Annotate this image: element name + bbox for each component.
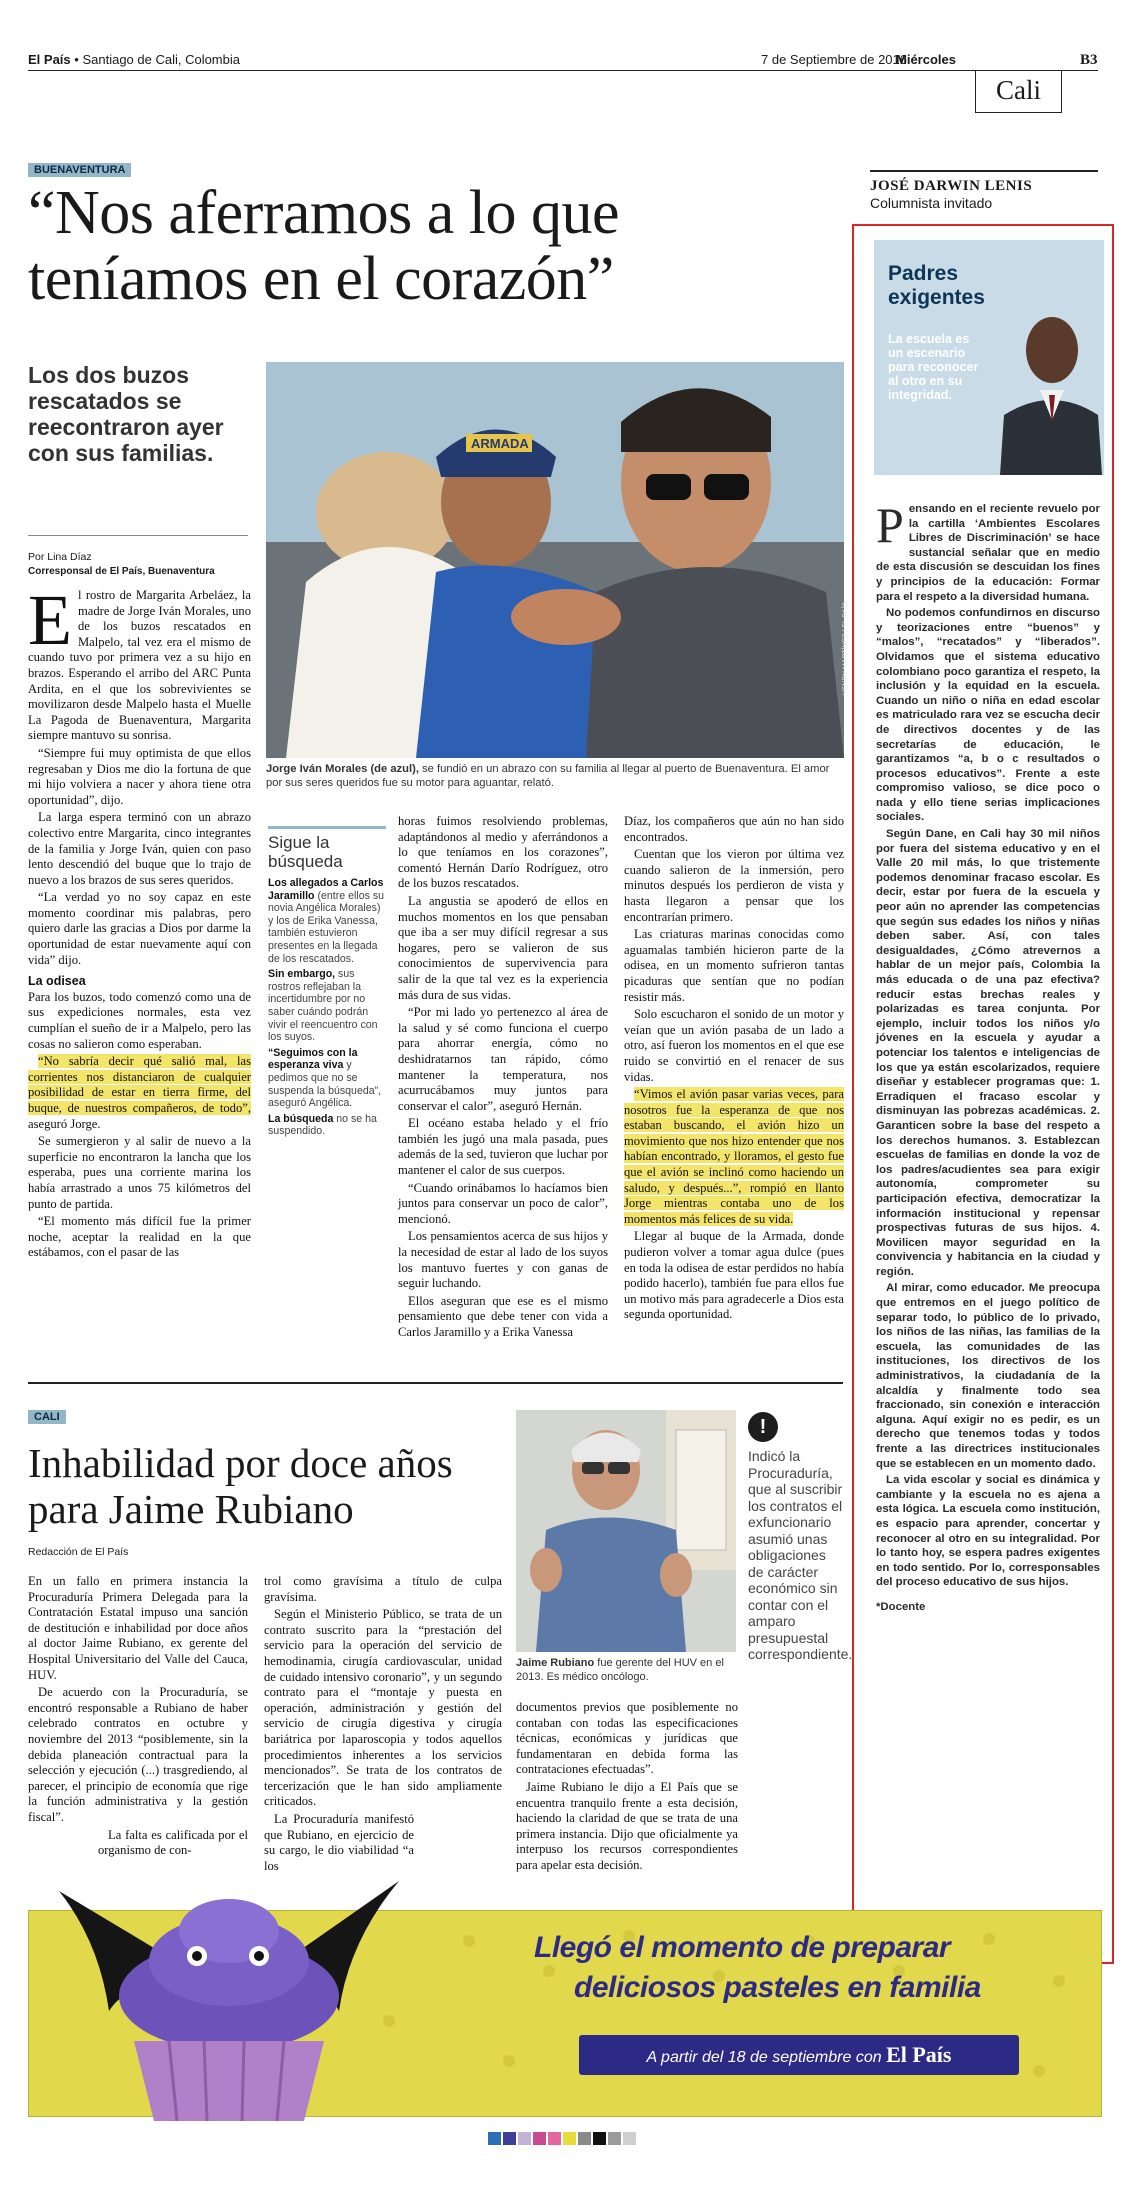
quote-attribution: aseguró Jorge.: [28, 1116, 101, 1131]
swatch: [518, 2132, 531, 2145]
lead-paragraph: Las criaturas marinas conocidas como aguamalas también hicieron parte de la odisea, en un momento sufrieron tantas picaduras que sentían que no podían resistir más.: [624, 927, 844, 1004]
sidebar-item-text: (entre ellos su novia Angélica Morales) y los de Erika Vanessa, también estuvieron presentes en la llegada de los rescatados.: [268, 889, 385, 965]
lead-column-2: [398, 814, 608, 1343]
bakery-ad: [28, 1910, 1102, 2117]
header-rule: [28, 70, 1098, 71]
date: 7 de Septiembre de 2016: [761, 52, 907, 67]
swatch: [488, 2132, 501, 2145]
exclamation-icon: !: [748, 1412, 778, 1442]
lead-paragraph: Díaz, los compañeros que aún no han sido encontrados.: [624, 814, 844, 844]
sidebar-item: [268, 1113, 386, 1138]
lead-paragraph: Se sumergieron y al salir de nuevo a la superficie no encontraron la lancha que los esperaba, pues una corriente marina los había arrastrado a unos 75 kilómetros del punto de partida.: [28, 1134, 251, 1211]
lead-paragraph: horas fuimos resolviendo problemas, adaptándonos al medio y aferrándonos a lo que teníamos en los corazones”, comentó Hernán Darío Rodríguez, otro de los buzos rescatados.: [398, 814, 608, 891]
lead-paragraph: El océano estaba helado y el frío también les jugó una mala pasada, pues además de la sed, tuvieron que luchar por mantener el calor de sus cuerpos.: [398, 1116, 608, 1178]
second-paragraph: Según el Ministerio Público, se trata de un contrato suscrito para la “prestación del servicio para la operación del servicio de hemodinamia, cirugía cardiovascular, unidad de cuidado intensivo coronario”, y un segundo contrato para el “montaje y puesta en operación, administración y gestión del servicio de cirugía digestiva y cirugía bariátrica por laparoscopia y todos aquellos procedimientos inherentes a los servicios mencionados”. Se trata de los contratos de tercerización que le han sido ampliamente criticados.: [264, 1607, 502, 1809]
sidebar-item: [268, 968, 386, 1044]
highlighted-quote: “Vimos el avión pasar varias veces, para nosotros fue la esperanza de que nos estaban buscando, el avión hizo un movimiento que nos hizo entender que nos habían encontrado, y lloramos, el gesto fue que el avión se inclinó como haciendo un saludo, y después...”, rompió en llanto Jorge mientras contaba uno de los momentos más felices de su vida.: [624, 1087, 844, 1226]
swatch: [563, 2132, 576, 2145]
rubiano-caption: [516, 1656, 736, 1684]
lead-paragraph: Llegar al buque de la Armada, donde pudieron volver a tomar agua dulce (pues en toda la odisea de estar perdidos no había podido hacerlo), también fue para ellos fue un motivo más para agradecerle a Dios esta segunda oportunidad.: [624, 1229, 844, 1322]
opinion-drop-cap: P: [876, 497, 904, 553]
section-label: [975, 70, 1062, 113]
section-rule: [28, 1382, 843, 1384]
opinion-role: Columnista invitado: [870, 195, 993, 211]
lead-column-1: [28, 580, 251, 1263]
lead-photo-illustration: [266, 362, 844, 758]
opinion-paragraph: Según Dane, en Cali hay 30 mil niños por fuera del sistema educativo y en el Valle 20 mil más, lo que tristemente podemos denominar fracaso escolar. Es decir, estar por fuera de la escuela y peor aún no aprender las competencias que según sus edades los niños y niñas deben saber. Así, con tales desigualdades, ¿Cómo atrevernos a hablar de un mejor país, Colombia la más educada o de una paz efectiva? reducir estas brechas reales y polarizadas es tarea conjunta. Por ejemplo, incluir todos los niños y/o jóvenes en la escuela y ayudar a potenciar los talentos e inteligencias de los que ya están escolarizados, requiere diseñar y establecer programas que: 1. Erradiquen el fracaso escolar y disminuyan las pobrezas académicas. 2. Garanticen sobre la base del respeto a los derechos humanos. 3. Establezcan escuelas de familias en donde la voz de los padres/acudientes sea para exigir autonomía, comprometer su participación efectiva, democratizar la información institucional y repensar prospectivas futuras de sus hijos. 4. Movilicen mayor seguridad en la convivencia y habitancia en la ciudad y región.: [876, 828, 1100, 1278]
cap-text: ARMADA: [471, 436, 529, 451]
opinion-paragraph: ensando en el reciente revuelo por la cartilla ‘Ambientes Escolares Libres de Discriminación’ se hace sustancial señalar que en medio de esta discusión se descuidan los fines y principios de la educación: Formar para el respeto a la diversidad humana.: [876, 503, 1100, 603]
lead-byline-role: Corresponsal de El País, Buenaventura: [28, 566, 215, 577]
ad-headline-2: deliciosos pasteles en familia: [574, 1971, 981, 2004]
lead-column-3: [624, 814, 844, 1325]
second-column-3: [516, 1700, 738, 1876]
lead-paragraph: “La verdad yo no soy capaz en este momento coordinar mis palabras, pero quiero darle las gracias a Dios por darme la oportunidad de estar nuevamente aquí con vida” dijo.: [28, 890, 251, 967]
swatch: [623, 2132, 636, 2145]
weekday: Miércoles: [896, 52, 956, 67]
lead-paragraph: Los pensamientos acerca de sus hijos y la necesidad de estar al lado de los suyos los mantuvo fuertes y con ganas de seguir luchando.: [398, 1229, 608, 1291]
lead-paragraph: Ellos aseguran que ese es el mismo pensamiento que debe tener con vida a Carlos Jaramillo y a Erika Vanessa: [398, 1293, 608, 1339]
lead-paragraph: La larga espera terminó con un abrazo colectivo entre Margarita, cinco integrantes de la familia y Jorge Iván, quien con paso lento descendió del buque que lo trajo de nuevo a los brazos de sus seres queridos.: [28, 810, 251, 887]
swatch: [533, 2132, 546, 2145]
opinion-paragraph: Al mirar, como educador. Me preocupa que entremos en el juego político de separar todo, lo público de lo privado, los niños de las niñas, las familias de la escuela, las comunidades de las instituciones, los directivos de los administrativos, la ciudadanía de la alcaldía y finalmente todo sea fraccionado, sin conexión e interacción alguna. Aquí exigir no es pedir, es un derecho que tenemos todas y todos frente a las directrices institucionales que se establecen en un momento dado.: [876, 1282, 1100, 1470]
sidebar-item-strong: Sin embargo,: [268, 968, 336, 981]
opinion-banner: [874, 240, 1104, 475]
opinion-body: [876, 497, 1100, 1617]
sidebar-item-strong: Los allegados a Carlos Jaramillo: [268, 877, 384, 902]
lead-paragraph: Cuentan que los vieron por última vez cuando salieron de la inmersión, pero minutos después los perdieron de vista y hasta llegaron a pensar que los encontrarían primero.: [624, 847, 844, 924]
columnist-portrait: [994, 300, 1102, 475]
page-header: [28, 52, 1098, 72]
opinion-footnote: *Docente: [876, 1600, 926, 1613]
sidebar-item-strong: La búsqueda: [268, 1112, 334, 1125]
sidebar-title: Sigue la búsqueda: [268, 833, 343, 871]
lead-headline: “Nos aferramos a lo que teníamos en el corazón”: [28, 179, 620, 313]
lead-paragraph: La angustia se apoderó de ellos en muchos momentos en los que pensaban que iba a ser muy difícil regresar a sus hogares, pero se valieron de sus conocimientos de supervivencia para salir de la que tal vez es la experiencia más dura de sus vidas.: [398, 893, 608, 1002]
opinion-author-box: [870, 170, 1098, 220]
rubiano-photo: [516, 1410, 736, 1652]
lead-paragraph: “Por mi lado yo pertenezco al área de la salud y sé como funciona el cuerpo para ahorrar energía, cómo no deshidratarnos tan rápido, cómo mantener la temperatura, nos acurrucábamos muy juntos para conservar el calor”, aseguró Hernán.: [398, 1005, 608, 1113]
paper-name: El País: [28, 52, 71, 67]
lead-quote: [624, 1087, 844, 1227]
lead-paragraph: l rostro de Margarita Arbeláez, la madre de Jorge Iván Morales, uno de los buzos rescatados en Malpelo, tal vez era el mismo de cuando tuvo por primera vez a su hijo en brazos. Esperando el arribo del ARC Punta Ardita, en el que los sobrevivientes se movilizaron desde Malpelo hasta el Muelle La Pagoda de Buenaventura, Margarita siempre mantuvo su sonrisa.: [28, 588, 251, 743]
color-registration-bar: [488, 2132, 636, 2145]
swatch: [593, 2132, 606, 2145]
opinion-author: JOSÉ DARWIN LENIS: [870, 178, 1033, 194]
lead-paragraph: “El momento más difícil fue la primer noche, aceptar la realidad en la que estábamos, con el pasar de las: [28, 1214, 251, 1260]
opinion-title: Padres exigentes: [888, 262, 985, 309]
opinion-paragraph: No podemos confundirnos en discurso y teorizaciones entre “buenos” y “malos”, “recatados” y “liberados”. Olvidamos que el sistema educativo colombiano poco garantiza el respeto, la inclusión y la equidad en la escuela. Cuando un niño o niña en edad escolar es matriculado rara vez se escucha decir de directivos docentes y de las secretarías de educación, le garantizamos “a, b o c resultados o procesos educativos”. Frente a este compromiso valioso, se dice poco o nada y ello tiene serias implicaciones sociales.: [876, 607, 1100, 824]
aside-text: Indicó la Procuraduría, que al suscribir los contratos el exfuncionario asumió unas obligaciones de carácter económico sin contar con el amparo presupuestal correspondiente.: [748, 1448, 853, 1662]
second-paragraph: La Procuraduría manifestó que Rubiano, en ejercicio de su cargo, le dio viabilidad “a los: [264, 1811, 414, 1873]
sidebar-item-text: y pedimos que no se suspenda la búsqueda”, aseguró Angélica.: [268, 1059, 382, 1110]
second-column-1: [28, 1574, 248, 1861]
sidebar-item: [268, 877, 386, 965]
ad-ribbon-text: A partir del 18 de septiembre con: [646, 2049, 882, 2066]
second-paragraph: La falta es calificada por el organismo de con-: [98, 1827, 248, 1858]
caption-name: Jaime Rubiano: [516, 1657, 595, 1669]
second-paragraph: Jaime Rubiano le dijo a El País que se encuentra tranquilo frente a esta decisión, haciendo la claridad de que se trata de una primera instancia. Dijo que oficialmente ya interpuso los recursos correspondientes para apelar esta decisión.: [516, 1779, 738, 1872]
highlighted-quote: “No sabría decir qué salió mal, las corrientes nos distanciaron de cualquier posibilidad de estar en tierra firme, del buque, de nuestros compañeros, de todo”,: [28, 1054, 251, 1115]
lead-quote: [28, 1054, 251, 1132]
separator: •: [74, 52, 79, 67]
ad-ribbon-brand: El País: [886, 2042, 952, 2067]
sidebar-item-strong: “Seguimos con la esperanza viva: [268, 1046, 358, 1072]
second-headline: Inhabilidad por doce años para Jaime Rubiano: [28, 1440, 453, 1532]
search-sidebar: [268, 826, 386, 1138]
rubiano-illustration: [516, 1410, 736, 1652]
photo-credit: HENRY MARTÍNEZ / EL PAÍS: [842, 602, 849, 696]
section-name: Cali: [996, 75, 1041, 105]
drop-cap: E: [28, 580, 72, 660]
caption-name: Jorge Iván Morales (de azul),: [266, 763, 419, 775]
lead-photo-caption: [266, 762, 844, 790]
second-paragraph: trol como gravísima a título de culpa gravísima.: [264, 1574, 502, 1604]
aside-box: [748, 1412, 853, 1663]
subhead-rule: [28, 535, 248, 536]
second-paragraph: documentos previos que posiblemente no contaban con todas las especificaciones técnicas, económicas y jurídicas que fundamentaran en debida forma las contrataciones efectuadas”.: [516, 1700, 738, 1777]
lead-tag: BUENAVENTURA: [28, 163, 131, 177]
second-tag: CALI: [28, 1410, 66, 1424]
page-number: B3: [1080, 52, 1098, 68]
lead-byline: Por Lina Díaz: [28, 551, 92, 563]
lead-paragraph: “Siempre fui muy optimista de que ellos regresaban y Dios me dio la fortuna de que mi hijo volviera a nacer y ahora tiene otra oportunidad”, dijo.: [28, 745, 251, 807]
location: Santiago de Cali, Colombia: [82, 52, 240, 67]
opinion-paragraph: La vida escolar y social es dinámica y cambiante y la escuela no es ajena a esta lógica. La escuela como institución, es espacio para aprender, concertar y reconocer al otro en su integralidad. Por lo tanto hoy, se espera padres exigentes en todo sentido. Por lo, corresponsables del proceso educativo de sus hijos.: [876, 1474, 1100, 1589]
caption-text: se fundió en un abrazo con su familia al llegar al puerto de Buenaventura. El amor por sus seres queridos fue su motor para aguantar, relató.: [266, 763, 830, 789]
ad-ribbon: [579, 2035, 1019, 2075]
second-paragraph: De acuerdo con la Procuraduría, se encontró responsable a Rubiano de haber celebrado contratos en octubre y noviembre del 2013 “posiblemente, sin la debida planeación contractual para la selección y ejecución (...) trasgrediendo, al parecer, el principio de economía que rige la función administrativa y la gestión fiscal”.: [28, 1685, 248, 1824]
second-paragraph: En un fallo en primera instancia la Procuraduría Primera Delegada para la Contratación Estatal impuso una sanción de destitución e inhabilidad por doce años al doctor Jaime Rubiano, ex gerente del Hospital Universitario del Valle del Cauca, HUV.: [28, 1574, 248, 1682]
lead-subhead: Los dos buzos rescatados se reecontraron ayer con sus familias.: [28, 362, 224, 466]
sidebar-item-text: sus rostros reflejaban la incertidumbre por no saber cuándo podrán vivir el reencuentro con los suyos.: [268, 968, 378, 1044]
ad-headline-1: Llegó el momento de preparar: [534, 1931, 951, 1964]
swatch: [608, 2132, 621, 2145]
caption-text: fue gerente del HUV en el 2013. Es médico oncólogo.: [516, 1657, 724, 1683]
lead-paragraph: “Cuando orinábamos lo hacíamos bien juntos para conservar un poco de calor”, mencionó.: [398, 1180, 608, 1226]
lead-paragraph: Para los buzos, todo comenzó como una de sus expediciones normales, esta vez cumplían el sueño de ir a Malpelo, pero las cosas no salieron como esperaban.: [28, 989, 251, 1051]
lead-section-subhead: La odisea: [28, 974, 86, 989]
sidebar-item: [268, 1047, 386, 1110]
swatch: [578, 2132, 591, 2145]
lead-photo: [266, 362, 849, 758]
swatch: [503, 2132, 516, 2145]
lead-paragraph: Solo escucharon el sonido de un motor y veían que un avión pasaba de un lado a otro, así fueron los momentos en el que ese ruido se convirtió en el renacer de sus vidas.: [624, 1007, 844, 1084]
second-byline: Redacción de El País: [28, 1546, 129, 1558]
cupcake-illustration: [39, 1831, 419, 2121]
sidebar-item-text: no se ha suspendido.: [268, 1112, 377, 1138]
opinion-deck: La escuela es un escenario para reconocer al otro en su integridad.: [888, 332, 979, 402]
swatch: [548, 2132, 561, 2145]
